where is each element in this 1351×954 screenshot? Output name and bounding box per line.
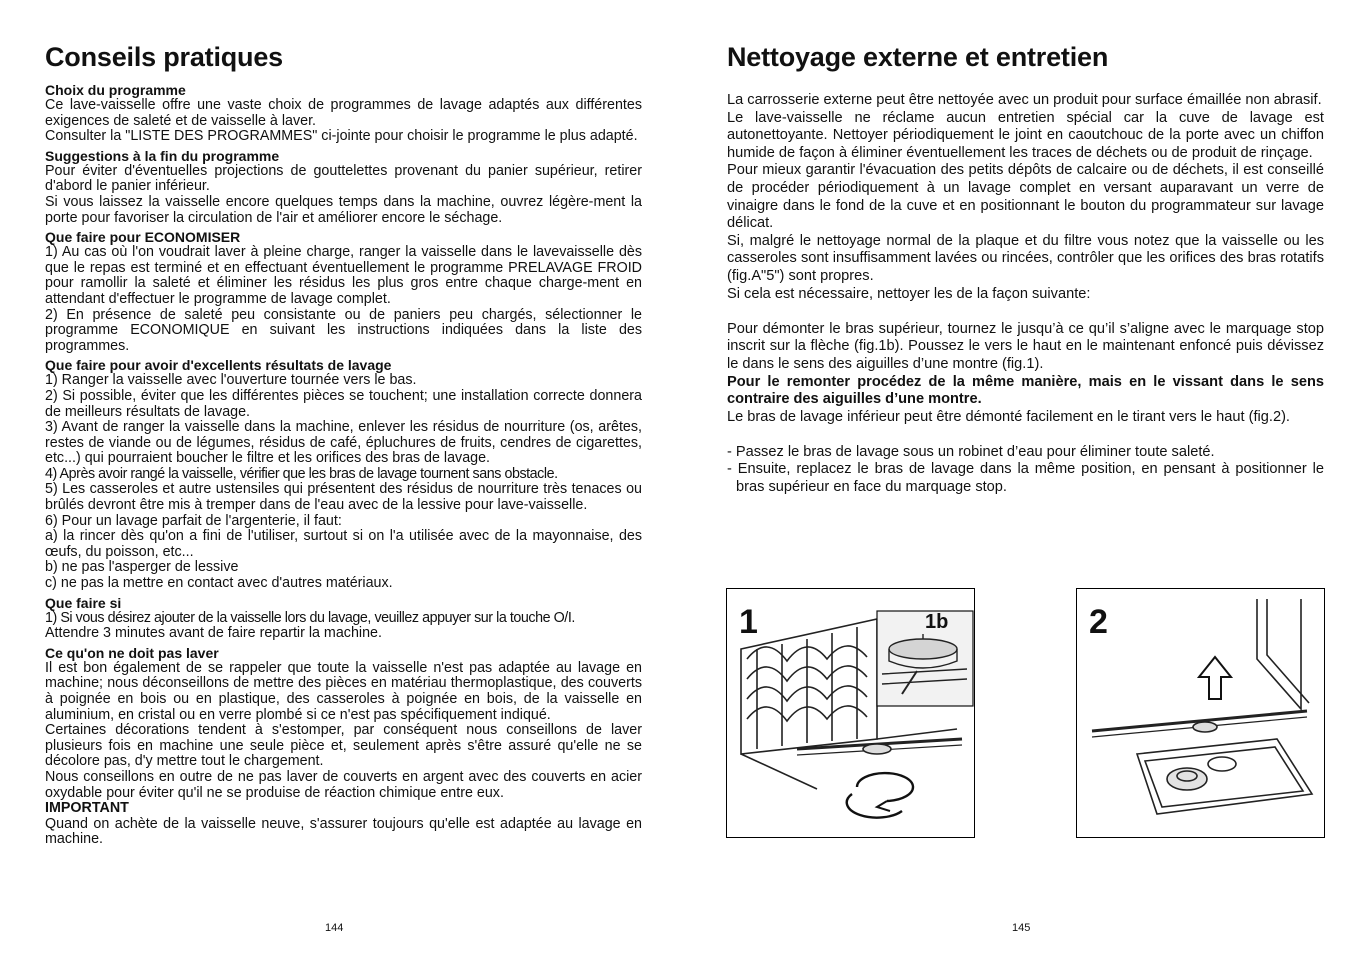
paragraph: Consulter la "LISTE DES PROGRAMMES" ci-jointe pour choisir le programme le plus adapté.: [45, 128, 638, 145]
paragraph: 5) Les casseroles et autre ustensiles qui présentent des résidus de nourriture très tenaces ou brûlés devront être mis à tremper dans de l'eau avec de la lessive pour lave-vaisselle.: [45, 481, 642, 514]
paragraph: Attendre 3 minutes avant de faire repartir la machine.: [45, 625, 382, 642]
paragraph: Pour démonter le bras supérieur, tournez le jusqu’à ce qu’il s’aligne avec le marquage stop inscrit sur la flèche (fig.1b). Poussez le vers le haut en le maintenant enfoncé puis dévissez le dans le sens des aiguilles d’une montre (fig.1).: [727, 320, 1324, 372]
section-heading: Ce qu'on ne doit pas laver: [45, 644, 219, 661]
section-heading: Que faire pour ECONOMISER: [45, 229, 241, 246]
section-heading: Choix du programme: [45, 82, 186, 98]
paragraph-bold: Pour le remonter procédez de la même manière, mais en le vissant dans le sens contraire des aiguilles d’une montre.: [727, 373, 1324, 408]
paragraph: 6) Pour un lavage parfait de l'argenterie, il faut:: [45, 512, 342, 529]
paragraph: Pour éviter d'éventuelles projections de gouttelettes provenant du panier supérieur, retirer d'abord le panier inférieur.: [45, 162, 642, 195]
section-heading: Suggestions à la fin du programme: [45, 147, 280, 164]
spacer: [727, 426, 1324, 444]
figure-2-illustration: [1077, 589, 1324, 837]
paragraph: 3) Avant de ranger la vaisselle dans la machine, enlever les résidus de nourriture (os, arêtes, restes de viande ou de légumes, résidus de café, épluchures de fruits, cendres de cigarettes, etc...) qui pourraient boucher le filtre et les orifices des bras de lavage.: [45, 419, 642, 467]
paragraph: Certaines décorations tendent à s'estomper, par conséquent nous conseillons de laver plusieurs fois en machine une seule pièce et, seulement après s'être assuré qu'elle ne se décolore pas, d'y mettre tout le chargement.: [45, 722, 642, 770]
paragraph: Quand on achète de la vaisselle neuve, s'assurer toujours qu'elle est adaptée au lavage en machine.: [45, 815, 642, 848]
paragraph: Nous conseillons en outre de ne pas laver de couverts en argent avec des couverts en acier oxydable pour éviter qu'il ne se produise de réaction chimique entre eux.: [45, 768, 642, 801]
paragraph: 1) Au cas où l'on voudrait laver à pleine charge, ranger la vaisselle dans le lavevaisselle dès que le repas est terminé et en effectuant éventuellement le programme PRELAVAGE FROID pour ramollir la saleté et éliminer les résidus les plus gros entre chaque charge-ment en attendant d'effectuer le programme de lavage complet.: [45, 244, 642, 307]
paragraph: 4) Après avoir rangé la vaisselle, vérifier que les bras de lavage tournent sans obstacle.: [45, 465, 558, 482]
section-economiser: [45, 229, 642, 354]
section-heading: Que faire si: [45, 594, 122, 611]
paragraph: 1) Ranger la vaisselle avec l'ouverture tournée vers le bas.: [45, 372, 417, 389]
figure-inset-label: 1b: [925, 611, 949, 633]
important-label: IMPORTANT: [45, 800, 129, 817]
figure-number: 1: [739, 603, 758, 641]
list-item: - Passez le bras de lavage sous un robinet d’eau pour éliminer toute saleté.: [727, 443, 1215, 460]
section-choix: [45, 82, 642, 145]
paragraph: 2) Si possible, éviter que les différentes pièces se touchent; une installation correcte donnera de meilleurs résultats de lavage.: [45, 387, 642, 420]
section-suggestions: [45, 148, 642, 226]
paragraph: c) ne pas la mettre en contact avec d'autres matériaux.: [45, 575, 393, 592]
section-ne-pas-laver: [45, 645, 642, 848]
paragraph: 2) En présence de saleté peu consistante ou de paniers peu chargés, sélectionner le programme ECONOMIQUE en suivant les instructions indiquées dans la liste des programmes.: [45, 306, 642, 354]
paragraph: La carrosserie externe peut être nettoyée avec un produit pour surface émaillée non abrasif.: [727, 92, 1322, 108]
paragraph: 1) Si vous désirez ajouter de la vaisselle lors du lavage, veuillez appuyer sur la touche O/I.: [45, 609, 575, 626]
page-number-right: 145: [1012, 922, 1031, 934]
page-title-nettoyage: Nettoyage externe et entretien: [727, 42, 1109, 72]
paragraph: Il est bon également de se rappeler que toute la vaisselle n'est pas adaptée au lavage en machine; nous déconseillons de mettre des pièces en matériau thermoplastique, des couverts à poignée en bois ou en plastique, des casseroles à poignée en bois, de la vaisselle en aluminium, en cristal ou en verre plombé si ce n'est pas spécifiquement indiqué.: [45, 659, 642, 723]
page-number-left: 144: [325, 922, 344, 934]
right-body: [727, 92, 1324, 497]
section-resultats: [45, 357, 642, 591]
page-title-conseils: Conseils pratiques: [45, 42, 283, 72]
paragraph: Le bras de lavage inférieur peut être démonté facilement en le tirant vers le haut (fig.2).: [727, 408, 1290, 425]
figure-number: 2: [1089, 603, 1108, 641]
paragraph: Pour mieux garantir l'évacuation des petits dépôts de calcaire ou de déchets, il est conseillé de procéder périodiquement à un lavage complet en versant auparavant un verre de vinaigre dans le fond de la cuve et en positionnant le bouton du programmateur sur lavage délicat.: [727, 162, 1324, 232]
list-item: - Ensuite, replacez le bras de lavage dans la même position, en pensant à positionner le bras supérieur en face du marquage stop.: [727, 461, 1324, 496]
figure-1-upper-spray-arm: [726, 588, 975, 838]
paragraph: Si vous laissez la vaisselle encore quelques temps dans la machine, ouvrez légère-ment la porte pour favoriser la circulation de l'air et améliorer encore le séchage.: [45, 193, 642, 226]
section-que-faire-si: [45, 595, 642, 642]
paragraph: Si, malgré le nettoyage normal de la plaque et du filtre vous notez que la vaisselle ou les casseroles sont insuffisamment lavées ou rincées, contrôler que les orifices des bras rotatifs (fig.A"5") sont propres.: [727, 232, 1324, 284]
paragraph: Si cela est nécessaire, nettoyer les de la façon suivante:: [727, 285, 1091, 302]
figure-2-lower-spray-arm: [1076, 588, 1325, 838]
section-heading: Que faire pour avoir d'excellents résultats de lavage: [45, 357, 392, 374]
paragraph: a) la rincer dès qu'on a fini de l'utiliser, surtout si on l'a utilisée avec de la mayonnaise, des œufs, du poisson, etc...: [45, 528, 642, 560]
paragraph: Le lave-vaisselle ne réclame aucun entretien spécial car la cuve de lavage est autonettoyante. Nettoyer périodiquement le joint en caoutchouc de la porte avec un chiffon humide de façon à éliminer éventuellement les traces de déchets ou de produit de rinçage.: [727, 109, 1324, 161]
left-body: [45, 82, 642, 851]
spacer: [727, 303, 1324, 321]
paragraph: b) ne pas l'asperger de lessive: [45, 559, 239, 576]
paragraph: Ce lave-vaisselle offre une vaste choix de programmes de lavage adaptés aux différentes exigences de saleté et de vaisselle à laver.: [45, 97, 642, 129]
